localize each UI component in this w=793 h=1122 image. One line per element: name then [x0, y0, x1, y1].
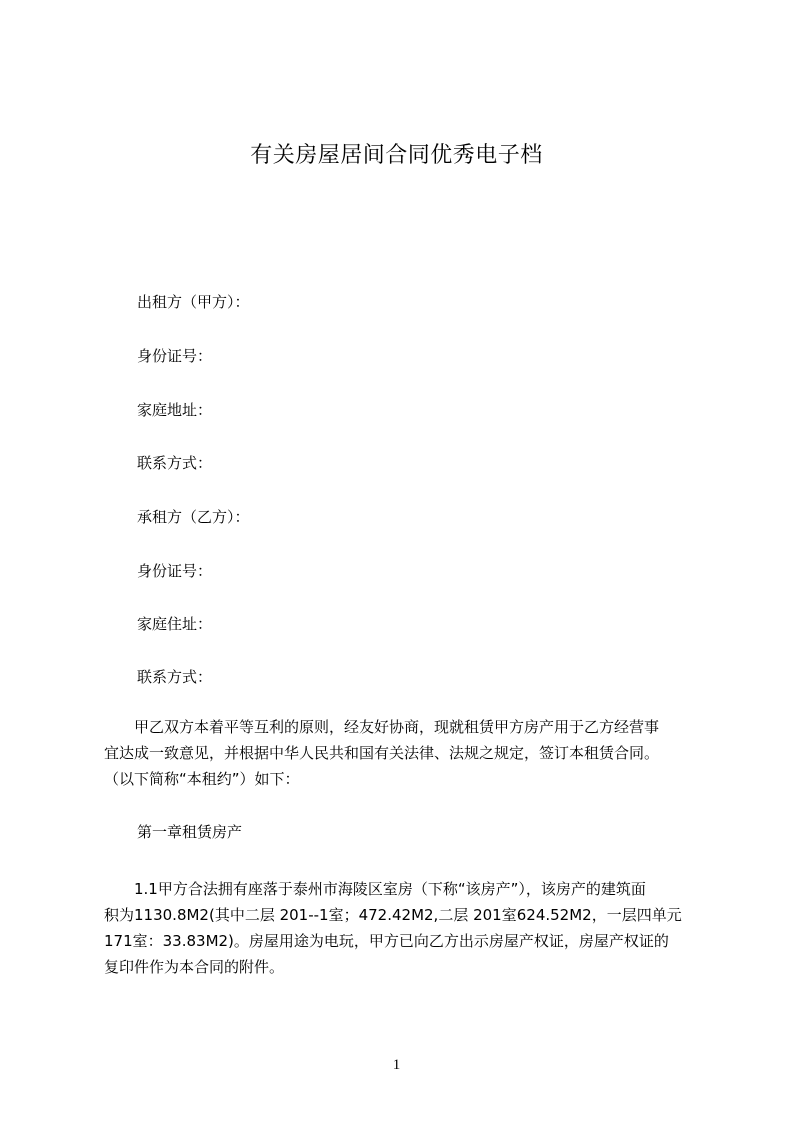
clause-line: 积为1130.8M2(其中二层 201--1室；472.42M2,二层 201室624.52M2，一层四单元 — [104, 906, 682, 924]
page-number: 1 — [392, 1057, 401, 1073]
field-lessee-id-number: 身份证号： — [137, 562, 213, 580]
intro-line: 宜达成一致意见，并根据中华人民共和国有关法律、法规之规定，签订本租赁合同。 — [104, 744, 660, 762]
intro-line: （以下简称“本租约”）如下： — [104, 770, 300, 788]
field-lessee: 承租方（乙方）： — [137, 508, 250, 526]
chapter-heading: 第一章租赁房产 — [137, 823, 243, 841]
intro-line: 甲乙双方本着平等互利的原则，经友好协商，现就租赁甲方房产用于乙方经营事 — [104, 718, 660, 736]
intro-paragraph — [104, 714, 704, 792]
clause-paragraph — [104, 876, 704, 980]
clause-line: 171室：33.83M2)。房屋用途为电玩，甲方已向乙方出示房屋产权证，房屋产权证的 — [104, 932, 669, 950]
field-lessee-home-address: 家庭住址： — [137, 615, 213, 633]
field-lessor-id-number: 身份证号： — [137, 347, 213, 365]
clause-line: 复印件作为本合同的附件。 — [104, 958, 285, 976]
field-lessor-contact: 联系方式： — [137, 454, 213, 472]
document-title: 有关房屋居间合同优秀电子档 — [250, 143, 543, 168]
field-lessor-home-address: 家庭地址： — [137, 401, 213, 419]
field-lessor: 出租方（甲方）： — [137, 293, 250, 311]
clause-line: 1.1甲方合法拥有座落于泰州市海陵区室房（下称“该房产”），该房产的建筑面 — [104, 880, 646, 898]
field-lessee-contact: 联系方式： — [137, 668, 213, 686]
